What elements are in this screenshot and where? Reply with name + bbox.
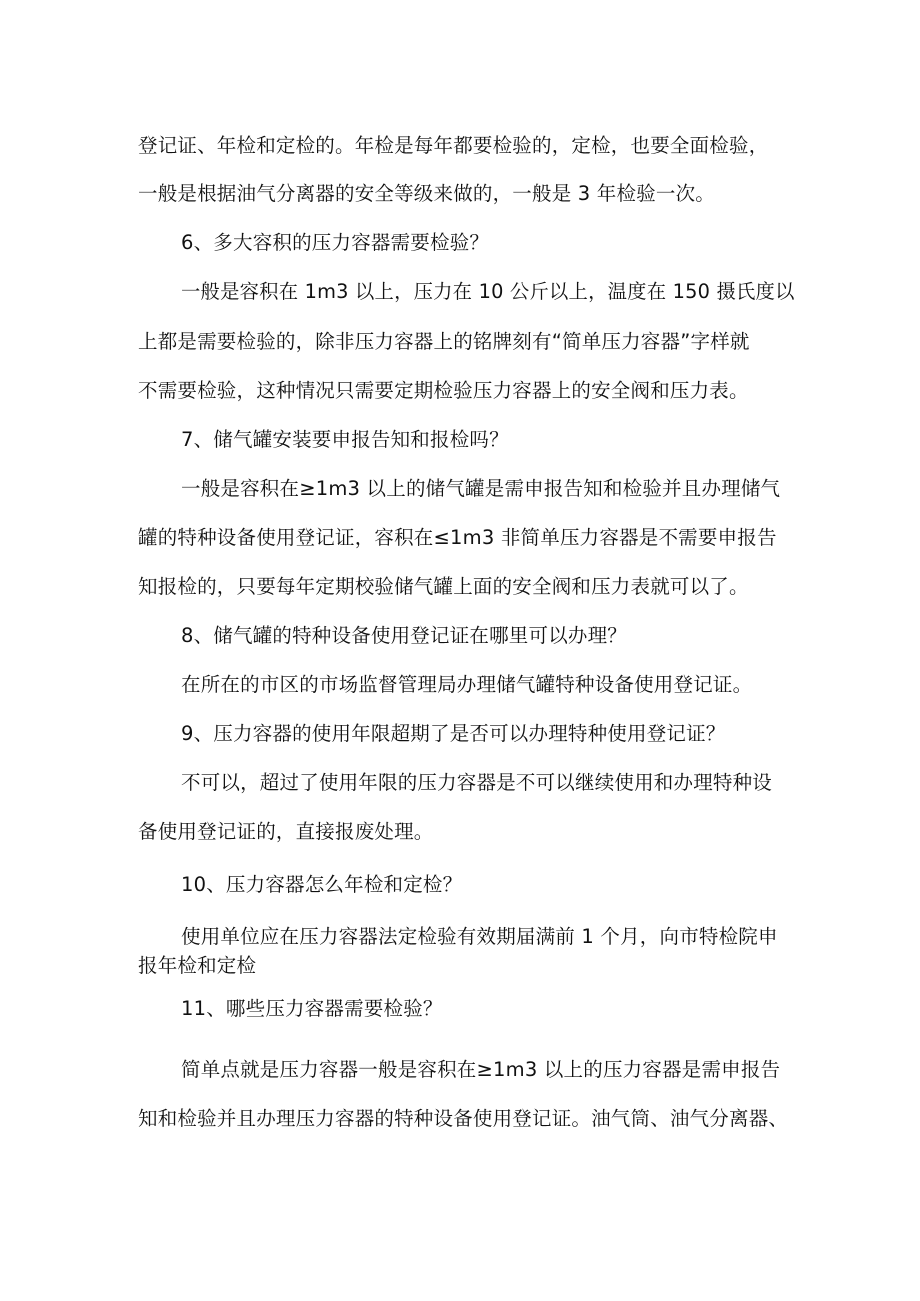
- question-11: 11、哪些压力容器需要检验？: [181, 997, 443, 1020]
- text-line-6: 不需要检验，这种情况只需要定期检验压力容器上的安全阀和压力表。: [138, 379, 749, 402]
- text-line-21: 知和检验并且办理压力容器的特种设备使用登记证。油气筒、油气分离器、: [138, 1107, 789, 1130]
- text-line-12: 在所在的市区的市场监督管理局办理储气罐特种设备使用登记证。: [181, 673, 753, 696]
- question-8: 8、储气罐的特种设备使用登记证在哪里可以办理？: [181, 624, 628, 647]
- text-line-18: 报年检和定检: [138, 954, 257, 977]
- text-line-9: 罐的特种设备使用登记证，容积在≤1m3 非简单压力容器是不需要申报告: [138, 526, 777, 549]
- text-line-14: 不可以，超过了使用年限的压力容器是不可以继续使用和办理特种设: [181, 771, 773, 794]
- text-line-8: 一般是容积在≥1m3 以上的储气罐是需申报告知和检验并且办理储气: [181, 477, 781, 500]
- text-line-1: 登记证、年检和定检的。年检是每年都要检验的，定检，也要全面检验，: [138, 134, 769, 157]
- text-line-15: 备使用登记证的，直接报废处理。: [138, 820, 434, 843]
- text-line-4: 一般是容积在 1m3 以上，压力在 10 公斤以上，温度在 150 摄氏度以: [181, 280, 795, 303]
- text-line-10: 知报检的，只要每年定期校验储气罐上面的安全阀和压力表就可以了。: [138, 575, 749, 598]
- question-9: 9、压力容器的使用年限超期了是否可以办理特种使用登记证？: [181, 722, 726, 745]
- text-line-2: 一般是根据油气分离器的安全等级来做的，一般是 3 年检验一次。: [138, 182, 716, 205]
- question-10: 10、压力容器怎么年检和定检？: [181, 873, 463, 896]
- text-line-20: 简单点就是压力容器一般是容积在≥1m3 以上的压力容器是需申报告: [181, 1058, 781, 1081]
- text-line-17: 使用单位应在压力容器法定检验有效期届满前 1 个月，向市特检院申: [181, 925, 778, 948]
- question-6: 6、多大容积的压力容器需要检验？: [181, 231, 490, 254]
- question-7: 7、储气罐安装要申报告知和报检吗？: [181, 428, 509, 451]
- text-line-5: 上都是需要检验的，除非压力容器上的铭牌刻有“简单压力容器”字样就: [138, 330, 750, 353]
